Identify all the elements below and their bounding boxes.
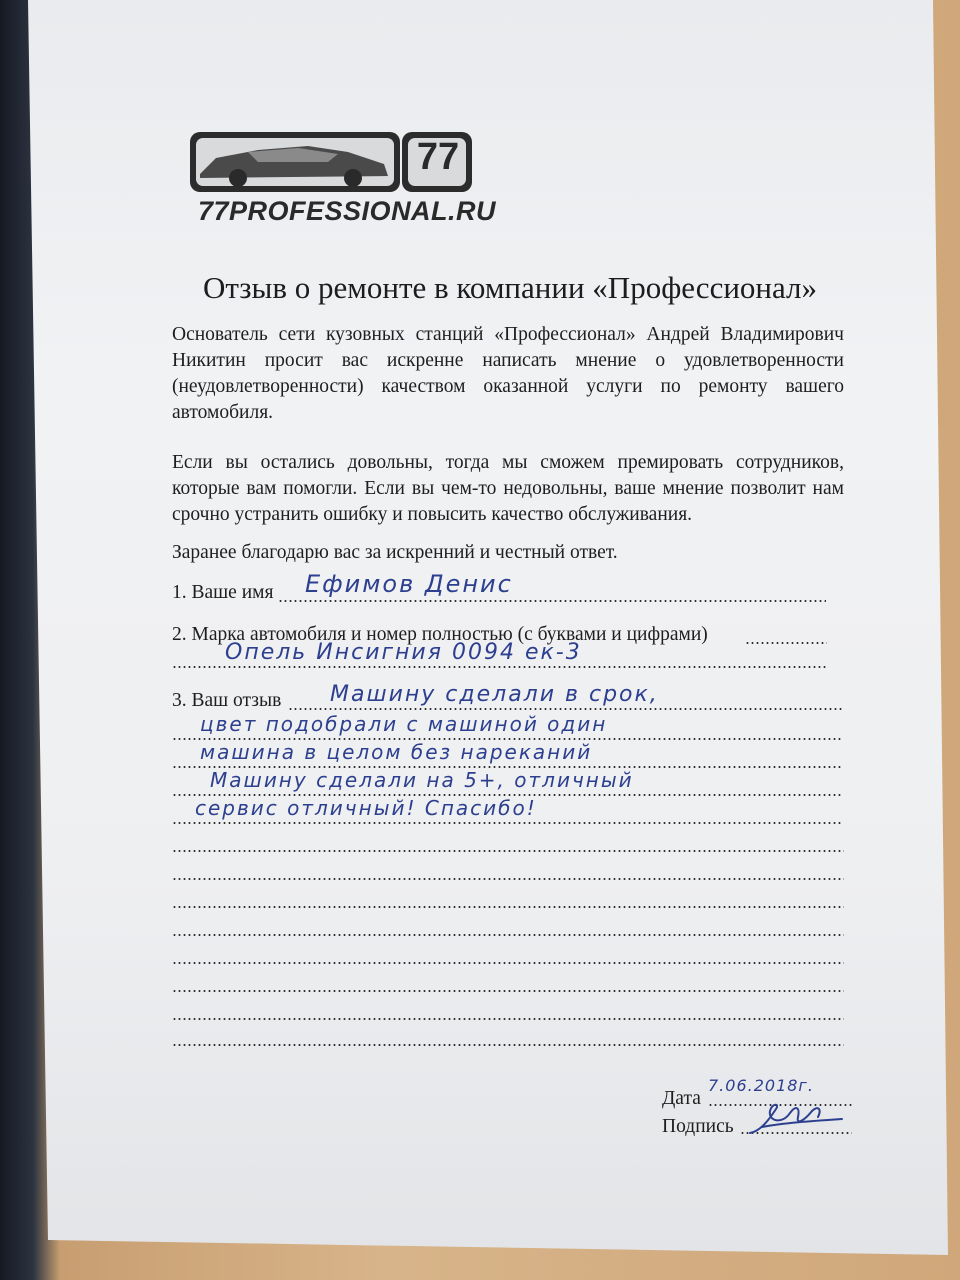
review-handwritten-line: Машину сделали на 5+, отличный xyxy=(210,768,634,792)
review-dotted-line xyxy=(288,708,843,710)
q1-dotted-line xyxy=(278,600,826,602)
q1-label: 1. Ваше имя xyxy=(172,582,274,603)
review-handwritten-line: Машину сделали в срок, xyxy=(330,682,659,707)
review-dotted-line xyxy=(172,1018,844,1020)
intro-paragraph-1: Основатель сети кузовных станций «Профессионал» Андрей Владимирович Никитин просит вас искренне написать мнение о удовлетворенности (неудовлетворенности) качеством оказанной услуги по ремонту вашего автомобиля. xyxy=(172,324,844,423)
q2-handwritten-car: Опель Инсигния 0094 ек-3 xyxy=(225,640,582,665)
review-dotted-line xyxy=(172,850,844,852)
q2-dotted-line-1 xyxy=(745,642,827,644)
review-handwritten-line: цвет подобрали с машиной один xyxy=(200,712,608,736)
handwritten-signature xyxy=(742,1095,852,1145)
q2-dotted-line-2 xyxy=(172,666,827,668)
review-dotted-line xyxy=(172,962,844,964)
thanks-text: Заранее благодарю вас за искренний и честный ответ. xyxy=(172,542,618,563)
form-title: Отзыв о ремонте в компании «Профессионал» xyxy=(202,270,818,305)
date-label: Дата xyxy=(662,1088,701,1109)
intro-paragraph-2: Если вы остались довольны, тогда мы сможем премировать сотрудников, которые вам помогли. Если вы чем-то недовольны, ваше мнение позволит нам срочно устранить ошибку и повысить качество обслуживания. xyxy=(172,452,844,525)
review-dotted-line xyxy=(172,990,844,992)
review-dotted-line xyxy=(172,934,844,936)
review-dotted-line xyxy=(172,822,843,824)
handwritten-date: 7.06.2018г. xyxy=(708,1076,814,1095)
q2-label: 2. Марка автомобиля и номер полностью (с буквами и цифрами) xyxy=(172,624,708,645)
review-handwritten-line: сервис отличный! Спасибо! xyxy=(195,796,537,820)
logo-text: 77PROFESSIONAL.RU xyxy=(198,196,497,226)
logo-badge: 77 xyxy=(416,136,460,178)
q3-label: 3. Ваш отзыв xyxy=(172,690,282,711)
review-dotted-line xyxy=(172,1044,844,1046)
review-dotted-line xyxy=(172,878,844,880)
review-dotted-line xyxy=(172,906,844,908)
review-handwritten-line: машина в целом без нареканий xyxy=(200,740,593,764)
signature-label: Подпись xyxy=(662,1116,734,1137)
q1-handwritten-name: Ефимов Денис xyxy=(305,570,513,598)
